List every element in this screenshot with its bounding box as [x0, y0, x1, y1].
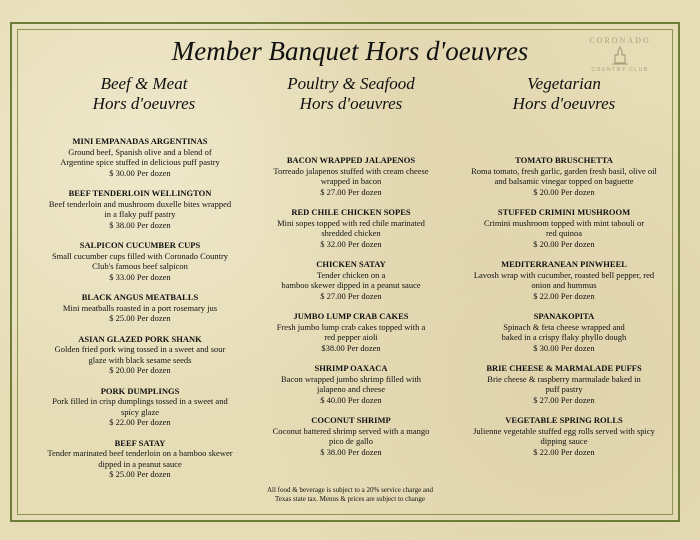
menu-item-description: Bacon wrapped jumbo shrimp filled with: [281, 373, 421, 384]
menu-item-name: TOMATO BRUSCHETTA: [515, 155, 613, 165]
menu-item: [458, 415, 670, 457]
menu-item-description: Tender chicken on a: [316, 269, 386, 280]
menu-item-description: Tender marinated beef tenderloin on a bamboo skewer: [47, 448, 233, 458]
menu-item-name: BRIE CHEESE & MARMALADE PUFFS: [486, 363, 642, 373]
column-heading-vegetarian: [464, 74, 664, 114]
menu-item-description: Roma tomato, fresh garlic, garden fresh basil, olive oil: [471, 165, 657, 176]
menu-item-description: dipped in a peanut sauce: [98, 458, 182, 469]
heading-line: Hors d'oeuvres: [299, 94, 403, 113]
column-heading-beef: [44, 74, 244, 114]
menu-item-description: Spinach & feta cheese wrapped and: [503, 321, 625, 332]
menu-item-description: Crimini mushroom topped with mint tabouli or: [483, 217, 645, 228]
menu-item-price: $ 38.00 Per dozen: [320, 446, 382, 457]
menu-item-description: glaze with black sesame seeds: [88, 354, 192, 365]
menu-item-name: MINI EMPANADAS ARGENTINAS: [72, 136, 208, 146]
menu-item-price: $ 22.00 Per dozen: [533, 446, 595, 457]
menu-item: [458, 311, 670, 353]
column-beef: [30, 136, 250, 490]
menu-item-price: $ 25.00 Per dozen: [109, 313, 171, 323]
menu-item-name: STUFFED CRIMINI MUSHROOM: [497, 207, 631, 217]
menu-item-description: Pork filled in crisp dumplings tossed in a sweet and: [52, 396, 228, 406]
footer-line: Texas state tax. Menus & prices are subject to change: [275, 495, 425, 503]
menu-item-description: onion and hummus: [531, 280, 597, 290]
menu-item: [245, 155, 457, 197]
menu-item-price: $ 22.00 Per dozen: [109, 417, 171, 427]
column-heading-poultry: [251, 74, 451, 114]
menu-item-description: wrapped in bacon: [320, 176, 382, 186]
menu-item-description: Beef tenderloin and mushroom duxelle bites wrapped: [48, 198, 232, 209]
menu-item-name: RED CHILE CHICKEN SOPES: [291, 207, 411, 217]
menu-item-description: Brie cheese & raspberry marmalade baked in: [487, 373, 641, 384]
menu-item-price: $ 27.00 Per dozen: [533, 394, 595, 405]
menu-item-name: SPANAKOPITA: [533, 311, 595, 321]
column-vegetarian: [458, 155, 670, 467]
menu-item-name: SHRIMP OAXACA: [314, 363, 388, 373]
menu-item-name: PORK DUMPLINGS: [100, 385, 180, 396]
menu-item-description: Mini sopes topped with red chile marinated: [277, 217, 425, 228]
menu-item: [30, 386, 250, 428]
menu-item: [458, 155, 670, 197]
menu-item-price: $ 27.00 Per dozen: [320, 290, 382, 301]
menu-item: [30, 188, 250, 230]
menu-item-description: red pepper aioli: [324, 332, 378, 342]
menu-item-description: Argentine spice stuffed in delicious puff pastry: [60, 157, 220, 167]
menu-item: [245, 311, 457, 353]
menu-item-name: ASIAN GLAZED PORK SHANK: [78, 333, 202, 344]
menu-item-name: BEEF TENDERLOIN WELLINGTON: [68, 188, 212, 198]
menu-item-price: $ 32.00 Per dozen: [320, 238, 382, 249]
menu-item-name: CHICKEN SATAY: [316, 259, 386, 269]
menu-item-name: BACON WRAPPED JALAPENOS: [286, 155, 416, 165]
menu-item-price: $ 33.00 Per dozen: [109, 271, 171, 282]
menu-item-description: in a flaky puff pastry: [104, 209, 176, 219]
menu-item: [245, 415, 457, 457]
menu-item-name: JUMBO LUMP CRAB CAKES: [293, 311, 409, 321]
menu-item-price: $ 30.00 Per dozen: [533, 342, 595, 353]
menu-item-description: Lavosh wrap with cucumber, roasted bell pepper, red: [473, 269, 655, 280]
tower-icon: [609, 45, 631, 67]
menu-item-name: COCONUT SHRIMP: [311, 415, 391, 425]
menu-item: [30, 438, 250, 480]
menu-item-price: $ 20.00 Per dozen: [533, 186, 595, 197]
menu-item-price: $ 25.00 Per dozen: [109, 469, 171, 479]
menu-item: [458, 363, 670, 405]
menu-item-price: $38.00 Per dozen: [321, 342, 381, 353]
menu-item-name: SALPICON CUCUMBER CUPS: [79, 240, 201, 250]
menu-item-description: Golden fried pork wing tossed in a sweet and sour: [54, 344, 226, 354]
menu-item-price: $ 38.00 Per dozen: [109, 219, 171, 230]
menu-item-description: Club's famous beef salpicon: [92, 261, 188, 271]
menu-item: [30, 240, 250, 282]
footer-line: All food & beverage is subject to a 20% service charge and: [266, 486, 434, 494]
menu-item-description: spicy glaze: [121, 406, 159, 417]
menu-item: [245, 259, 457, 301]
menu-item: [458, 207, 670, 249]
menu-item-description: dipping sauce: [540, 436, 588, 446]
menu-item-description: Mini meatballs roasted in a port rosemary jus: [62, 302, 218, 313]
menu-item-description: jalapeno and cheese: [317, 384, 385, 394]
heading-line: Hors d'oeuvres: [512, 94, 616, 113]
menu-item-description: Small cucumber cups filled with Coronado Country: [51, 250, 229, 261]
menu-item-name: BLACK ANGUS MEATBALLS: [81, 292, 199, 302]
menu-item-description: shredded chicken: [321, 228, 381, 238]
menu-item-description: Torreado jalapenos stuffed with cream cheese: [273, 165, 429, 176]
heading-line: Poultry & Seafood: [287, 74, 415, 93]
menu-item-description: baked in a crispy flaky phyllo dough: [501, 332, 627, 342]
menu-item-description: Fresh jumbo lump crab cakes topped with a: [276, 321, 426, 332]
page-title: Member Banquet Hors d'oeuvres: [171, 36, 529, 66]
menu-item-description: pico de gallo: [329, 436, 373, 446]
menu-item-description: red quinoa: [545, 228, 583, 238]
heading-line: Hors d'oeuvres: [92, 94, 196, 113]
menu-item-name: VEGETABLE SPRING ROLLS: [505, 415, 623, 425]
menu-item-price: $ 20.00 Per dozen: [109, 365, 171, 375]
menu-item-name: MEDITERRANEAN PINWHEEL: [501, 259, 627, 269]
menu-item: [30, 292, 250, 324]
heading-line: Vegetarian: [527, 74, 601, 93]
menu-item-description: and balsamic vinegar topped on baguette: [494, 176, 634, 186]
menu-item-description: Ground beef, Spanish olive and a blend of: [68, 146, 212, 157]
menu-item: [30, 136, 250, 178]
menu-item-name: BEEF SATAY: [114, 437, 166, 448]
menu-item-price: $ 27.00 Per dozen: [320, 186, 382, 197]
menu-item-price: $ 20.00 Per dozen: [533, 238, 595, 249]
menu-item: [245, 207, 457, 249]
heading-line: Beef & Meat: [100, 74, 188, 93]
menu-item-description: Julienne vegetable stuffed egg rolls served with spicy: [473, 425, 655, 436]
column-poultry: [245, 155, 457, 467]
menu-item-description: puff pastry: [545, 384, 583, 394]
menu-item: [245, 363, 457, 405]
menu-item-price: $ 40.00 Per dozen: [320, 394, 382, 405]
logo-bottom-text: COUNTRY CLUB: [591, 67, 649, 73]
menu-item-price: $ 30.00 Per dozen: [109, 167, 171, 178]
menu-item-price: $ 22.00 Per dozen: [533, 290, 595, 301]
menu-item: [30, 334, 250, 376]
menu-item: [458, 259, 670, 301]
logo-top-text: CORONADO: [589, 36, 651, 45]
menu-item-description: bamboo skewer dipped in a peanut sauce: [281, 280, 421, 290]
footer-note: [240, 486, 460, 504]
menu-item-description: Coconut battered shrimp served with a mango: [272, 425, 430, 436]
